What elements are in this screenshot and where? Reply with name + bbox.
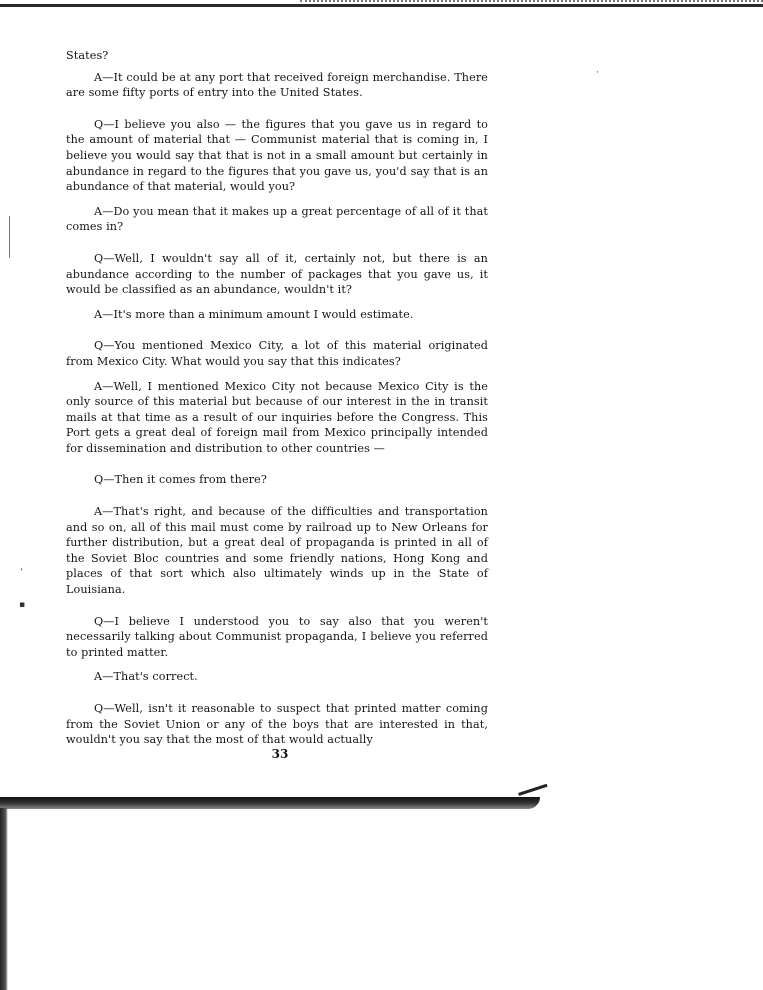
page-number: 33 [271, 747, 289, 761]
bottom-scan-border-tail [518, 784, 552, 809]
transcript-body [66, 48, 488, 757]
top-scan-dots [300, 0, 763, 5]
left-scan-edge [0, 808, 8, 990]
paragraph: Q—I believe you also — the figures that you gave us in regard to the amount of material that — Communist material that is coming in, I believe you would say that that is not in a small amount but certainly in abundance in regard to the figures that you gave us, you'd say that is an abundance of that material, would you? [66, 117, 488, 194]
left-margin-mark [9, 216, 10, 258]
paragraph: States? [66, 49, 109, 62]
margin-speck: ▪ [19, 600, 26, 610]
margin-speck: · [596, 68, 599, 78]
paragraph: Q—Well, isn't it reasonable to suspect that printed matter coming from the Soviet Union or any of the boys that are interested in that, wouldn't you say that the most of that would actually [66, 702, 488, 747]
paragraph: A—That's correct. [94, 670, 198, 684]
paragraph: Q—Well, I wouldn't say all of it, certainly not, but there is an abundance according to the number of packages that you gave us, it would be classified as an abundance, wouldn't it? [66, 251, 488, 297]
paragraph: A—It could be at any port that received foreign merchandise. There are some fifty ports of entry into the United States. [66, 70, 488, 100]
bottom-scan-border [0, 797, 540, 809]
margin-speck: ʼ [20, 568, 23, 578]
paragraph: Q—I believe I understood you to say also that you weren't necessarily talking about Communist propaganda, I believe you referred to printed matter. [66, 614, 488, 659]
paragraph: A—That's right, and because of the difficulties and transportation and so on, all of this mail must come by railroad up to New Orleans for further distribution, but a great deal of propaganda is printed in all of the Soviet Bloc countries and some friendly nations, Hong Kong and places of that sort which also ultimately winds up in the State of Louisiana. [66, 505, 488, 597]
paragraph: Q—You mentioned Mexico City, a lot of this material originated from Mexico City. What would you say that this indicates? [66, 339, 488, 368]
paragraph: A—It's more than a minimum amount I would estimate. [94, 307, 414, 321]
paragraph: Q—Then it comes from there? [94, 473, 267, 487]
paragraph: A—Do you mean that it makes up a great percentage of all of it that comes in? [66, 204, 488, 234]
paragraph: A—Well, I mentioned Mexico City not because Mexico City is the only source of this material but because of our interest in the in transit mails at that time as a result of our inquiries before the Congress. This Port gets a great deal of foreign mail from Mexico principally intended for dissemination and distribution to other countries — [66, 379, 488, 455]
